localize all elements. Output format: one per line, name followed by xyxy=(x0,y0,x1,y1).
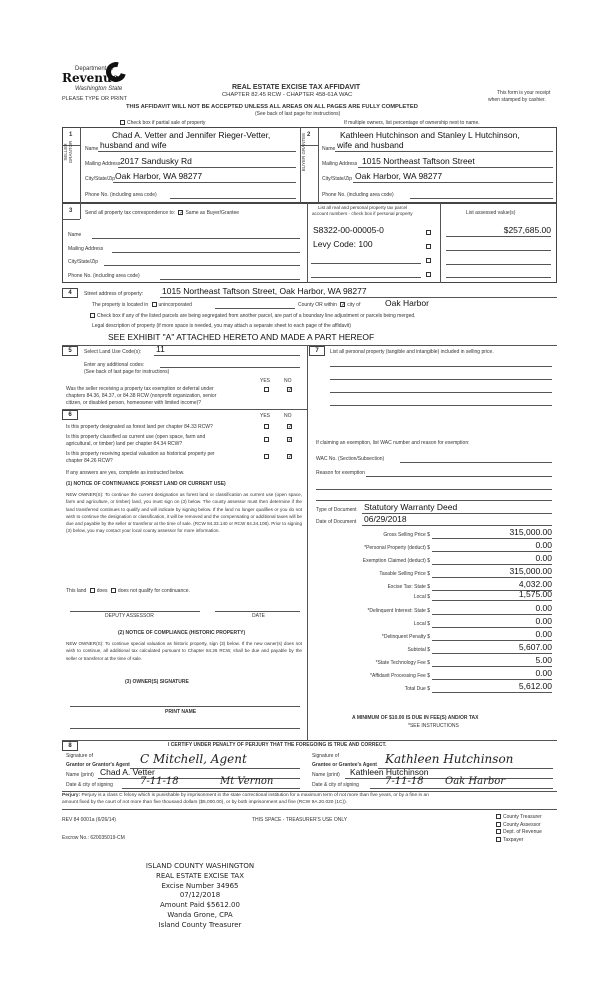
buyer-city-label: City/State/Zip xyxy=(322,176,353,182)
seller-phone-label: Phone No. (including area code) xyxy=(85,192,157,198)
unincorporated-checkbox[interactable] xyxy=(152,302,157,307)
tax-mailing-label: Mailing Address xyxy=(68,246,104,252)
copy-checkbox[interactable] xyxy=(496,822,501,827)
grantee-agent-label: Grantee or Grantee's Agent xyxy=(312,762,377,768)
logo-dept: Department of xyxy=(75,66,114,72)
amount-value[interactable]: 0.00 xyxy=(535,668,552,678)
reason-field[interactable] xyxy=(366,476,552,477)
amount-value[interactable]: 5,612.00 xyxy=(518,681,552,691)
grantor-date-label: Date & city of signing xyxy=(66,782,113,788)
wac-field[interactable] xyxy=(400,462,552,463)
doc-date-label: Date of Document xyxy=(316,519,357,525)
copy-label: County Treasurer xyxy=(503,814,542,820)
personal-property-checkbox-4[interactable] xyxy=(426,272,431,277)
section-2-number: 2 xyxy=(307,132,311,138)
partial-sale-checkbox[interactable] xyxy=(120,120,125,125)
receipt-note-2: when stamped by cashier. xyxy=(488,97,546,103)
stamp-treasurer-title: Island County Treasurer xyxy=(158,920,242,929)
section-7-number: 7 xyxy=(309,346,325,356)
current-use-question-2: agricultural, or timber) land per chapter 84.34 RCW? xyxy=(66,441,183,447)
copy-checkbox[interactable] xyxy=(496,814,501,819)
exemption-question-3: citizen, or disabled person, homeowner with limited income)? xyxy=(66,400,202,406)
seller-city[interactable]: Oak Harbor, WA 98277 xyxy=(115,171,203,181)
county-or-city xyxy=(298,302,360,308)
buyer-name-1: Kathleen Hutchinson and Stanley L Hutchinson, xyxy=(340,130,520,140)
exemption-question-1: Was the seller receiving a property tax exemption or deferral under xyxy=(66,386,214,392)
amount-label: Taxable Selling Price $ xyxy=(379,571,430,577)
additional-codes-field[interactable] xyxy=(160,367,300,368)
seller-side-label: SELLER GRANTOR xyxy=(63,140,73,164)
forest-yes-checkbox[interactable] xyxy=(264,424,269,429)
personal-property-line[interactable] xyxy=(330,366,552,367)
treasurer-stamp xyxy=(115,862,285,931)
grantor-sig-of: Signature of xyxy=(66,753,93,759)
tax-mailing-field[interactable] xyxy=(112,252,300,253)
city-checkbox[interactable]: ✓ xyxy=(341,302,346,309)
amount-underline xyxy=(432,640,552,641)
segregated-label: Check box if any of the listed parcels are being segregated from another parcel, are part of a boundary line adjustment or parcels being merged. xyxy=(97,313,416,319)
see-instructions: *SEE INSTRUCTIONS xyxy=(408,723,459,729)
amount-value[interactable]: 0.00 xyxy=(535,616,552,626)
section-6-number: 6 xyxy=(62,410,78,420)
forest-land-question: Is this property designated as forest land per chapter 84.33 RCW? xyxy=(66,424,213,430)
parcel-header-1: List all real and personal property tax parcel xyxy=(318,205,408,210)
historic-question-2: chapter 84.26 RCW? xyxy=(66,458,113,464)
seller-name-1: Chad A. Vetter and Jennifer Rieger-Vetter, xyxy=(112,130,271,140)
current-use-no-checkbox[interactable]: ✓ xyxy=(288,437,293,443)
tax-name-label: Name xyxy=(68,232,82,238)
deputy-signature-line[interactable] xyxy=(70,611,200,612)
form-title: REAL ESTATE EXCISE TAX AFFIDAVIT xyxy=(232,84,361,91)
does-qualify-checkbox[interactable] xyxy=(90,588,95,593)
stamp-date: 07/12/2018 xyxy=(179,891,221,900)
send-correspondence xyxy=(85,210,239,216)
amount-label: Local $ xyxy=(413,594,430,600)
amount-label: Subtotal $ xyxy=(407,647,430,653)
logo-revenue: Revenue xyxy=(62,71,120,85)
unincorporated-label: unincorporated xyxy=(158,302,192,308)
amount-label: *Affidavit Processing Fee $ xyxy=(370,673,430,679)
located-in xyxy=(92,302,192,308)
section-8-number: 8 xyxy=(62,741,78,751)
amount-label: *Personal Property (deduct) $ xyxy=(364,545,430,551)
stamp-county: ISLAND COUNTY WASHINGTON xyxy=(145,862,255,870)
seller-phone-field[interactable] xyxy=(170,198,296,199)
amount-label: Exemption Claimed (deduct) $ xyxy=(362,558,430,564)
stamp-excise-number: Excise Number 34965 xyxy=(161,881,239,890)
this-land-label: This land xyxy=(66,588,87,594)
copy-checkbox-item[interactable] xyxy=(494,822,542,830)
amount-value[interactable]: 4,032.00 xyxy=(518,579,552,589)
amount-label: *State Technology Fee $ xyxy=(375,660,430,666)
receipt-note-1: This form is your receipt xyxy=(497,90,551,96)
seller-mailing[interactable]: 2017 Sandusky Rd xyxy=(120,156,192,166)
personal-property-label: List all personal property (tangible and intangible) included in selling price. xyxy=(330,349,494,355)
exemption-note: If claiming an exemption, list WAC number and reason for exemption: xyxy=(316,440,470,446)
amount-underline xyxy=(432,692,552,693)
grantee-name-label: Name (print) xyxy=(312,772,340,778)
county-or-label: County OR within xyxy=(298,302,337,308)
parcel-2[interactable]: Levy Code: 100 xyxy=(313,239,373,249)
doc-date[interactable]: 06/29/2018 xyxy=(364,514,407,524)
section-3-number: 3 xyxy=(69,208,73,214)
seller-name-2[interactable]: husband and wife xyxy=(100,140,167,150)
notice-compliance-title: (2) NOTICE OF COMPLIANCE (HISTORIC PROPERTY) xyxy=(118,630,246,636)
partial-sale-label: Check box if partial sale of property xyxy=(127,120,206,126)
current-use-yes-checkbox[interactable] xyxy=(264,437,269,442)
located-in-label: The property is located in xyxy=(92,302,149,308)
copy-distribution-list xyxy=(494,814,542,844)
print-name-line[interactable] xyxy=(70,728,300,729)
historic-question-1: Is this property receiving special valuation as historical property per xyxy=(66,451,215,457)
amount-label: Total Due $ xyxy=(404,686,430,692)
amount-value[interactable]: 0.00 xyxy=(535,540,552,550)
stamp-amount-paid: Amount Paid $5612.00 xyxy=(160,901,240,910)
amount-value[interactable]: 5.00 xyxy=(535,655,552,665)
amount-value[interactable]: 5,607.00 xyxy=(518,642,552,652)
reason-label: Reason for exemption xyxy=(316,470,365,476)
grantor-signature[interactable]: C Mitchell, Agent xyxy=(140,752,247,766)
tax-city-label: City/State/Zip xyxy=(68,259,99,265)
exemption-question-2: chapters 84.36, 84.37, or 84.38 RCW (nonprofit organization, senior xyxy=(66,393,217,399)
buyer-mailing-label: Mailing Address xyxy=(322,161,358,167)
please-type: PLEASE TYPE OR PRINT xyxy=(62,96,128,102)
parcel-1[interactable]: S8322-00-00005-0 xyxy=(313,225,384,235)
wac-label: WAC No. (Section/Subsection) xyxy=(316,456,385,462)
grantee-signature[interactable]: Kathleen Hutchinson xyxy=(385,752,514,766)
yes-header-6: YES xyxy=(260,413,271,419)
form-revision: REV 84 0001a (6/26/14) xyxy=(62,817,116,823)
stamp-tax: REAL ESTATE EXCISE TAX xyxy=(155,871,245,880)
personal-property-checkbox-1[interactable] xyxy=(426,230,431,235)
personal-property-checkbox-2[interactable] xyxy=(426,244,431,249)
amount-underline xyxy=(432,564,552,565)
minimum-due-note: A MINIMUM OF $10.00 IS DUE IN FEE(S) AND/OR TAX xyxy=(352,715,479,721)
does-label: does xyxy=(96,588,108,594)
deputy-assessor-label: DEPUTY ASSESSOR xyxy=(105,613,154,619)
tax-phone-label: Phone No. (including area code) xyxy=(68,273,140,279)
copy-label: County Assessor xyxy=(503,821,541,828)
legal-description-label: Legal description of property (if more space is needed, you may attach a separate sheet to each page of the affidavit) xyxy=(92,323,351,329)
copy-checkbox-item[interactable] xyxy=(494,814,542,822)
amount-underline xyxy=(432,538,552,539)
amount-label: Gross Selling Price $ xyxy=(383,532,430,538)
deputy-date-line[interactable] xyxy=(215,611,300,612)
does-not-qualify-checkbox[interactable] xyxy=(111,588,116,593)
warning: THIS AFFIDAVIT WILL NOT BE ACCEPTED UNLESS ALL AREAS ON ALL PAGES ARE FULLY COMPLETED xyxy=(126,104,418,110)
seller-mailing-label: Mailing Address xyxy=(85,161,121,167)
amount-label: *Delinquent Penalty $ xyxy=(381,634,430,640)
amount-underline xyxy=(432,577,552,578)
same-as-buyer-checkbox[interactable]: ✓ xyxy=(179,210,184,217)
grantee-sig-of: Signature of xyxy=(312,753,339,759)
historic-no-checkbox[interactable]: ✓ xyxy=(288,454,293,460)
grantee-name[interactable]: Kathleen Hutchinson xyxy=(350,767,429,777)
amount-underline xyxy=(432,627,552,628)
amount-label: Local $ xyxy=(413,621,430,627)
does-not-label: does not qualify for continuance. xyxy=(117,588,190,594)
current-use-question-1: Is this property classified as current use (open space, farm and xyxy=(66,434,206,440)
historic-yes-checkbox[interactable] xyxy=(264,454,269,459)
form-chapter: CHAPTER 82.45 RCW - CHAPTER 458-61A WAC xyxy=(222,92,353,98)
multiple-owners-note: If multiple owners, list percentage of ownership next to name. xyxy=(344,120,480,126)
amount-value[interactable]: 1,575.00 xyxy=(518,589,552,599)
grantor-name[interactable]: Chad A. Vetter xyxy=(100,767,155,777)
send-to-label: Send all property tax correspondence to: xyxy=(85,210,176,216)
city-of-label: city of xyxy=(347,302,361,308)
copy-checkbox[interactable] xyxy=(496,829,501,834)
notice-continuance-text: NEW OWNER(S): To continue the current designation as forest land or classification as current use (open space, farm and agriculture, or timber) land, you must sign on (3) below. The county assessor must then determine if the land transferred continues to qualify and will indicate by signing below. If the land no longer qualifies or you do not wish to continue the designation or classification, it will be removed and the compensating or additional taxes will be due and payable by the seller or transferor at the time of sale. (RCW 84.33.140 or RCW 84.34.108). Prior to signing (3) below, you may contact your local county assessor for more information. xyxy=(66,492,302,534)
copy-checkbox[interactable] xyxy=(496,837,501,842)
segregated-checkbox[interactable] xyxy=(90,313,95,318)
section-4-number: 4 xyxy=(62,288,78,298)
exemption-yes-checkbox[interactable] xyxy=(264,387,269,392)
buyer-name-2[interactable]: wife and husband xyxy=(337,140,404,150)
print-name-label: PRINT NAME xyxy=(165,709,197,715)
buyer-phone-field[interactable] xyxy=(410,198,553,199)
parcel-header-2: account numbers - check box if personal property xyxy=(312,211,413,216)
copy-checkbox-item[interactable] xyxy=(494,829,542,837)
same-as-buyer-label: Same as Buyer/Grantee xyxy=(185,210,240,216)
logo-state: Washington State xyxy=(75,86,123,92)
if-yes-note: If any answers are yes, complete as instructed below. xyxy=(66,470,185,476)
buyer-city[interactable]: Oak Harbor, WA 98277 xyxy=(355,171,443,181)
copy-label: Dept. of Revenue xyxy=(503,829,542,835)
exemption-no-checkbox[interactable]: ✓ xyxy=(288,387,293,393)
see-back: (See back of last page for instructions) xyxy=(255,111,341,117)
amount-underline xyxy=(432,600,552,601)
qualify-continuance xyxy=(66,588,190,594)
perjury-line-2: amount fixed by the court of not more than five thousand dollars ($5,000.00), or by both imprisonment and fine (RCW 9A.20.020 (1C)). xyxy=(62,800,348,805)
owner-signature-line[interactable] xyxy=(70,706,300,707)
amount-label: *Delinquent Interest: State $ xyxy=(367,608,430,614)
land-use-label: Select Land Use Code(s): xyxy=(84,349,142,355)
doc-type[interactable]: Statutory Warranty Deed xyxy=(364,502,458,512)
section-1-number: 1 xyxy=(69,132,73,138)
amount-value[interactable]: 315,000.00 xyxy=(509,566,552,576)
amount-value[interactable]: 0.00 xyxy=(535,629,552,639)
owner-signature-label: (3) OWNER(S) SIGNATURE xyxy=(125,679,189,685)
buyer-phone-label: Phone No. (including area code) xyxy=(322,192,394,198)
perjury-text-1: Perjury is a class C felony which is punishable by imprisonment in the state correctional institution for a maximum term of not more than five years, or by a fine in an xyxy=(81,793,429,798)
grantee-date-label: Date & city of signing xyxy=(312,782,359,788)
deputy-date-label: DATE xyxy=(252,613,265,619)
perjury-label: Perjury: xyxy=(62,793,81,798)
property-city[interactable]: Oak Harbor xyxy=(385,298,429,308)
buyer-name-label: Name xyxy=(322,146,336,152)
amount-value[interactable]: 315,000.00 xyxy=(509,527,552,537)
personal-property-checkbox-3[interactable] xyxy=(426,258,431,263)
legal-description[interactable]: SEE EXHIBIT "A" ATTACHED HERETO AND MADE A PART HEREOF xyxy=(108,332,375,342)
seller-name-label: Name xyxy=(85,146,99,152)
notice-compliance-text: NEW OWNER(S): To continue special valuation as historic property, sign (3) below. If the new owner(s) does not wish to continue, all additional tax calculated pursuant to Chapter 84.26 RCW, shall be due and payable by the seller or transferor at the time of sale. xyxy=(66,641,302,661)
copy-checkbox-item[interactable] xyxy=(494,837,542,845)
segregated xyxy=(88,313,416,319)
no-header: NO xyxy=(284,378,292,384)
buyer-mailing[interactable]: 1015 Northeast Taftson Street xyxy=(362,156,475,166)
perjury-line-1 xyxy=(62,793,429,799)
tax-city-field[interactable] xyxy=(104,265,300,266)
grantor-city[interactable]: Mt Vernon xyxy=(220,776,274,787)
amount-underline xyxy=(432,666,552,667)
treasurer-use-label: THIS SPACE - TREASURER'S USE ONLY xyxy=(252,817,348,823)
grantee-city[interactable]: Oak Harbor xyxy=(445,776,506,787)
street-label: Street address of property: xyxy=(84,291,144,297)
grantee-date[interactable]: 7-11-18 xyxy=(385,776,424,787)
tax-name-field[interactable] xyxy=(92,238,300,239)
escrow-number: Escrow No.: 620035019-CM xyxy=(62,835,125,841)
assessed-value-1[interactable]: $257,685.00 xyxy=(503,225,551,235)
yes-header: YES xyxy=(260,378,271,384)
amount-underline xyxy=(432,679,552,680)
assessed-header: List assessed value(s) xyxy=(466,210,516,216)
grantor-date[interactable]: 7-11-18 xyxy=(140,776,179,787)
seller-city-label: City/State/Zip xyxy=(85,176,116,182)
street-address[interactable]: 1015 Northeast Taftson Street, Oak Harbor, WA 98277 xyxy=(162,286,367,296)
amount-label: Excise Tax: State $ xyxy=(387,584,430,590)
buyer-side-label: BUYER GRANTEE xyxy=(301,132,306,172)
amount-value[interactable]: 0.00 xyxy=(535,553,552,563)
amount-underline xyxy=(432,653,552,654)
doc-type-label: Type of Document xyxy=(316,507,357,513)
section-5-number: 5 xyxy=(62,346,78,356)
copy-label: Taxpayer xyxy=(503,836,524,843)
forest-no-checkbox[interactable]: ✓ xyxy=(288,424,293,430)
notice-continuance-title: (1) NOTICE OF CONTINUANCE (FOREST LAND OR CURRENT USE) xyxy=(66,481,226,487)
no-header-6: NO xyxy=(284,413,292,419)
amount-value[interactable]: 0.00 xyxy=(535,603,552,613)
partial-sale[interactable] xyxy=(118,120,205,126)
amount-underline xyxy=(432,614,552,615)
additional-codes-label: Enter any additional codes: xyxy=(84,362,145,368)
grantor-agent-label: Grantor or Grantor's Agent xyxy=(66,762,130,768)
additional-codes-note: (See back of last page for instructions) xyxy=(84,369,170,375)
stamp-treasurer-name: Wanda Grone, CPA xyxy=(167,910,233,919)
certify-statement: I CERTIFY UNDER PENALTY OF PERJURY THAT THE FOREGOING IS TRUE AND CORRECT. xyxy=(168,742,387,748)
grantor-name-label: Name (print) xyxy=(66,772,94,778)
amount-underline xyxy=(432,551,552,552)
tax-phone-field[interactable] xyxy=(160,279,300,280)
land-use-code[interactable]: 11 xyxy=(156,344,165,354)
